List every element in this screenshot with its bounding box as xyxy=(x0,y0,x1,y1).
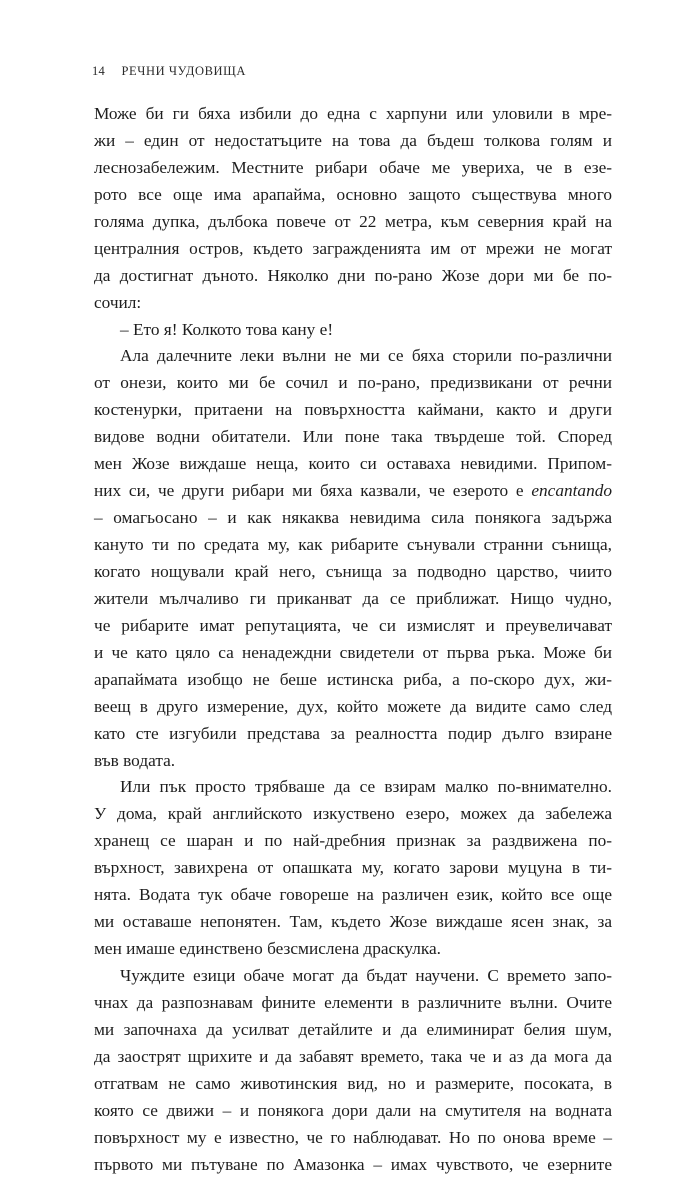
text-line: леснозабележим. Местните рибари обаче ме увериха, че в езе- xyxy=(94,157,612,177)
text-line: мен Жозе виждаше неща, които си оставаха невидими. Припом- xyxy=(94,454,612,474)
text-line: ми оставаше непонятен. Там, където Жозе виждаше ясен знак, за xyxy=(94,912,612,932)
text-line: арапаймата изобщо не беше истинска риба, а по-скоро дух, жи- xyxy=(94,669,612,689)
text-line: във водата. xyxy=(94,750,176,770)
text-line: сочил: xyxy=(94,292,142,312)
text-line: която се движи – и понякога дори дали на смутителя на водната xyxy=(94,1100,612,1120)
text-line: голяма дупка, дълбока повече от 22 метра, към северния край на xyxy=(94,211,612,231)
text-line: хранещ се шаран и по най-дребния признак за раздвижена по- xyxy=(94,831,612,851)
text-line: да достигнат дъното. Няколко дни по-рано Жозе дори ми бе по- xyxy=(94,265,612,285)
text-line: чнах да разпознавам фините елементи в различните вълни. Очите xyxy=(94,992,612,1012)
page-number: 14 xyxy=(92,64,106,78)
text-line: жи – един от недостатъците на това да бъдеш толкова голям и xyxy=(94,130,612,150)
paragraph-start-line: Чуждите езици обаче могат да бъдат научени. С времето запо- xyxy=(120,966,612,985)
paragraph-start-line: Или пък просто трябваше да се взирам малко по-внимателно. xyxy=(120,777,612,797)
text-line: рото все още има арапайма, основно защото съществува много xyxy=(94,184,612,204)
text-line: първото ми пътуване по Амазонка – имах чувството, че езерните xyxy=(94,1154,612,1174)
text-line: отгатвам не само животинския вид, но и размерите, посоката, в xyxy=(94,1073,612,1093)
text-line: костенурки, притаени на повърхността каймани, както и други xyxy=(94,400,612,420)
text-line: и че като цяло са ненадеждни свидетели от първа ръка. Може би xyxy=(94,642,612,662)
italic-word: encantando xyxy=(531,481,612,501)
text-line: централния остров, където загражденията им от мрежи не могат xyxy=(94,238,612,258)
text-line: повърхност му е известно, че го наблюдават. Но по онова време – xyxy=(94,1127,612,1147)
text-line: – омагьосано – и как някаква невидима сила понякога задържа xyxy=(94,508,612,528)
text-line: У дома, край английското изкуствено езеро, можех да забележа xyxy=(94,804,612,824)
text-line: жители мълчаливо ги приканват да се приближат. Нищо чудно, xyxy=(94,588,612,608)
text-line: да заострят щрихите и да забавят времето, така че и аз да мога да xyxy=(94,1046,612,1066)
text-line: нята. Водата тук обаче говореше на различен език, който все още xyxy=(94,885,612,905)
text-line: от онези, които ми бе сочил и по-рано, предизвикани от речни xyxy=(94,373,612,393)
text-line: като сте изгубили представа за реалността подир дълго взиране xyxy=(94,723,612,743)
text-line: видове водни обитатели. Или поне така твърдеше той. Според xyxy=(94,427,612,447)
text-segment: них си, че други рибари ми бяха казвали, че езерото е xyxy=(94,481,532,501)
text-line: веещ в друго измерение, дух, който можете да видите само след xyxy=(94,696,612,716)
text-line: когато нощували край него, сънища за подводно царство, чиито xyxy=(94,561,612,581)
text-line: ми започнаха да усилват детайлите и да елиминират белия шум, xyxy=(94,1019,612,1039)
body-text xyxy=(94,101,612,1179)
running-head xyxy=(92,64,246,79)
text-line: върхност, завихрена от опашката му, когато зарови муцуна в ти- xyxy=(94,858,612,878)
text-line xyxy=(94,478,612,505)
text-line: че рибарите имат репутацията, че си измислят и преувеличават xyxy=(94,615,612,635)
dialogue-line: – Ето я! Колкото това кану е! xyxy=(120,319,334,339)
paragraph-start-line: Ала далечните леки вълни не ми се бяха сторили по-различни xyxy=(120,346,612,366)
text-line: кануто ти по средата му, как рибарите сънували странни сънища, xyxy=(94,535,612,554)
book-title: РЕЧНИ ЧУДОВИЩА xyxy=(121,64,246,78)
text-line: Може би ги бяха избили до една с харпуни или уловили в мре- xyxy=(94,104,612,123)
text-line: мен имаше единствено безсмислена драскулка. xyxy=(94,939,441,959)
